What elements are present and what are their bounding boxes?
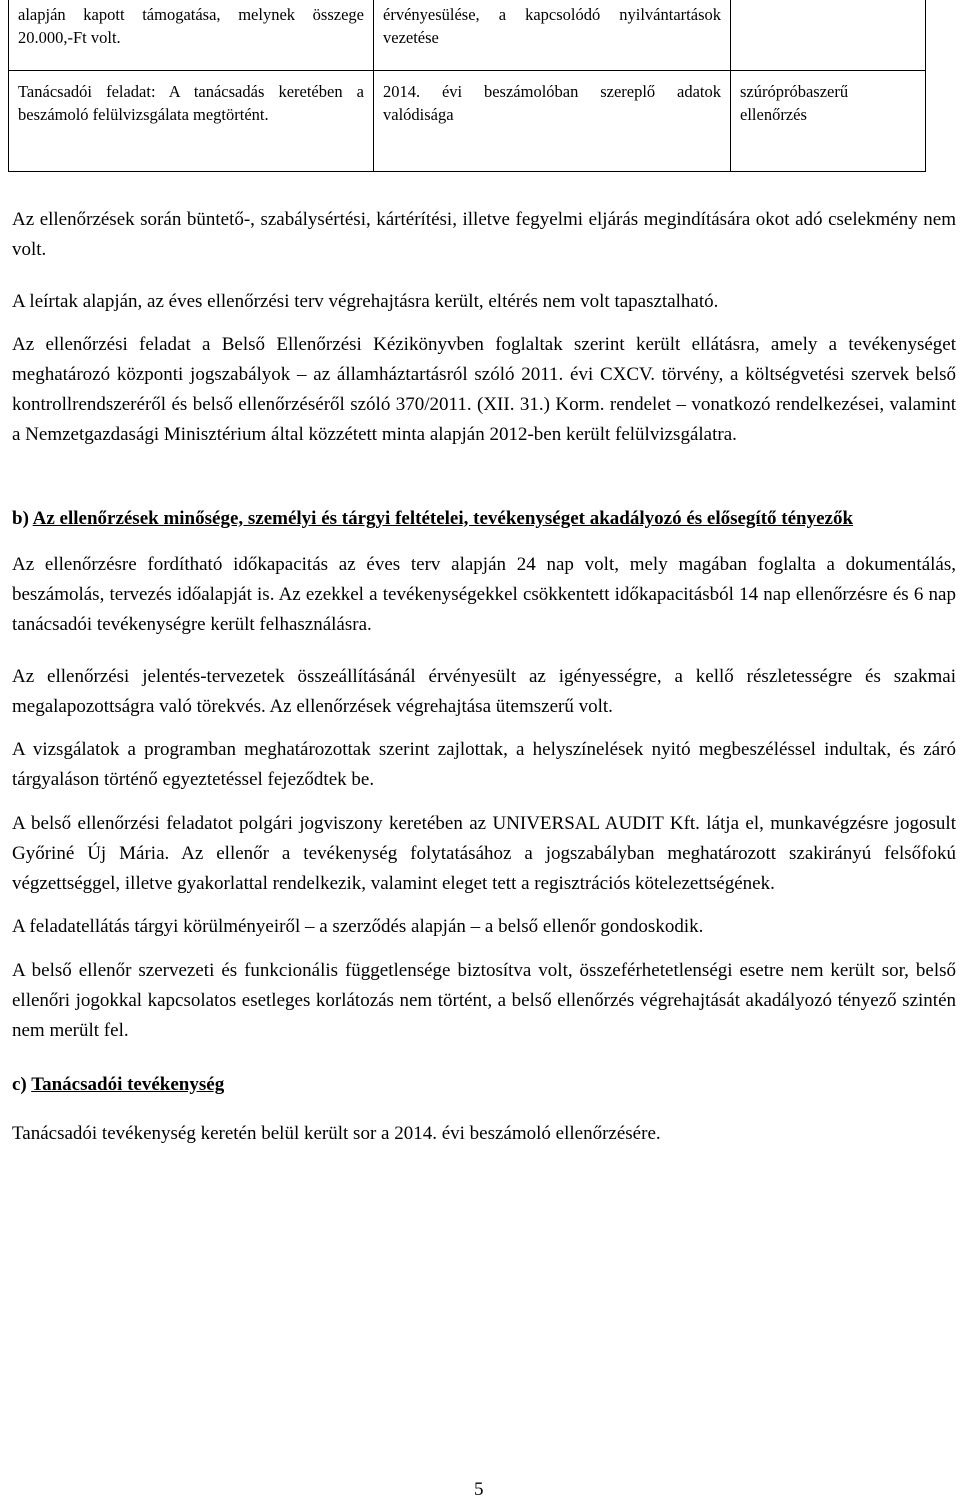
- section-title: Az ellenőrzések minősége, személyi és tárgyi feltételei, tevékenységet akadályozó és elősegítő tényezők: [32, 507, 854, 529]
- document-body: [12, 205, 956, 1149]
- page-number: 5: [474, 1479, 484, 1500]
- section-label: b): [12, 507, 29, 529]
- paragraph: A feladatellátás tárgyi körülményeiről – a szerződés alapján – a belső ellenőr gondoskodik.: [12, 916, 704, 938]
- table-cell: Tanácsadói feladat: A tanácsadás keretében a beszámoló felülvizsgálata megtörtént.: [9, 71, 374, 172]
- table-row: [9, 0, 926, 71]
- table-cell: szúrópróbaszerű ellenőrzés: [731, 71, 926, 172]
- table-row: [9, 71, 926, 172]
- section-title: Tanácsadói tevékenység: [31, 1073, 225, 1095]
- paragraph: Az ellenőrzési jelentés-tervezetek összeállításánál érvényesült az igényességre, a kellő részletességre és szakmai megalapozottságra való törekvés. Az ellenőrzések végrehajtása ütemszerű volt.: [12, 665, 956, 717]
- paragraph: A vizsgálatok a programban meghatározottak szerint zajlottak, a helyszínelések nyitó megbeszéléssel indultak, és záró tárgyaláson történő egyeztetéssel fejeződtek be.: [12, 739, 956, 791]
- paragraph: A belső ellenőr szervezeti és funkcionális függetlensége biztosítva volt, összeférhetetlenségi esetre nem került sor, belső ellenőri jogokkal kapcsolatos esetleges korlátozás nem történt, a belső ellenőrzés végrehajtását akadályozó tényező szintén nem merült fel.: [12, 960, 956, 1041]
- section-label: c): [12, 1073, 27, 1095]
- paragraph: Az ellenőrzési feladat a Belső Ellenőrzési Kézikönyvben foglaltak szerint került ellátásra, amely a tevékenységet meghatározó központi jogszabályok – az államháztartásról szóló 2011. évi CXCV. törvény, a költségvetési szervek belső kontrollrendszeréről és belső ellenőrzéséről szóló 370/2011. (XII. 31.) Korm. rendelet – vonatkozó rendelkezései, valamint a Nemzetgazdasági Minisztérium által közzétett minta alapján 2012-ben került felülvizsgálatra.: [12, 334, 956, 445]
- table-cell: alapján kapott támogatása, melynek összege 20.000,-Ft volt.: [9, 0, 374, 71]
- paragraph: Az ellenőrzésre fordítható időkapacitás az éves terv alapján 24 nap volt, mely magában foglalta a dokumentálás, beszámolás, tervezés időalapját is. Az ezekkel a tevékenységekkel csökkentett időkapacitásból 14 nap ellenőrzésre és 6 nap tanácsadói tevékenységre került felhasználásra.: [12, 554, 956, 635]
- table-cell: 2014. évi beszámolóban szereplő adatok valódisága: [374, 71, 731, 172]
- section-heading-c: [12, 1070, 956, 1100]
- paragraph: Az ellenőrzések során büntető-, szabálysértési, kártérítési, illetve fegyelmi eljárás megindítására okot adó cselekmény nem volt.: [12, 209, 956, 260]
- table-cell: [731, 0, 926, 71]
- paragraph: Tanácsadói tevékenység keretén belül került sor a 2014. évi beszámoló ellenőrzésére.: [12, 1123, 661, 1145]
- section-heading-b: [12, 504, 956, 534]
- audit-table: [8, 0, 926, 172]
- paragraph: A leírtak alapján, az éves ellenőrzési terv végrehajtásra került, eltérés nem volt tapasztalható.: [12, 290, 719, 312]
- paragraph: A belső ellenőrzési feladatot polgári jogviszony keretében az UNIVERSAL AUDIT Kft. látja el, munkavégzésre jogosult Győriné Új Mária. Az ellenőr a tevékenység folytatásához a jogszabályban meghatározott szakirányú felsőfokú végzettséggel, illetve gyakorlattal rendelkezik, valamint eleget tett a regisztrációs kötelezettségének.: [12, 812, 956, 894]
- table-cell: érvényesülése, a kapcsolódó nyilvántartások vezetése: [374, 0, 731, 71]
